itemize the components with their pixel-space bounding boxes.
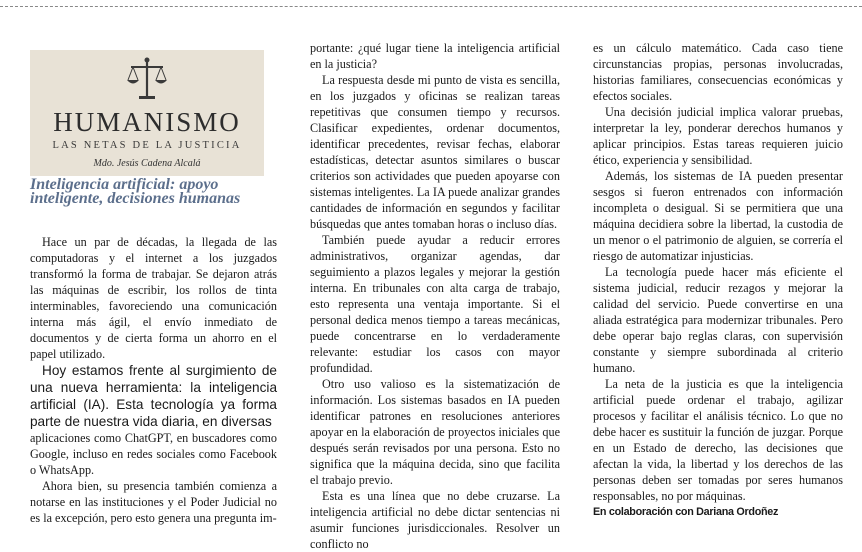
collaboration-credit: En colaboración con Dariana Ordoñez	[593, 506, 779, 518]
paragraph: portante: ¿qué lugar tiene la inteligencia artificial en la justicia?	[310, 41, 560, 71]
paragraph: La neta de la justicia es que la inteligencia artificial puede ordenar el trabajo, agilizar procesos y facilitar el análisis técnico. Lo que no debe hacer es sustituir la función de juzgar. Porque en un Estado de derecho, las decisiones que afectan la vida, la libertad y los derechos de las personas deben ser tomadas por seres humanos responsables, no por máquinas.	[593, 377, 843, 503]
paragraph: La tecnología puede hacer más eficiente el sistema judicial, reducir rezagos y mejorar la calidad del servicio. Puede convertirse en una aliada estratégica para modernizar tribunales. Pero debe operar bajo reglas claras, con supervisión constante y siempre subordinada al criterio humano.	[593, 265, 843, 375]
paragraph: Una decisión judicial implica valorar pruebas, interpretar la ley, ponderar derechos humanos y aplicar principios. Estas tareas requieren juicio ético, experiencia y sensibilidad.	[593, 105, 843, 167]
scales-of-justice-icon	[126, 56, 168, 102]
top-divider	[0, 6, 862, 7]
paragraph: Hace un par de décadas, la llegada de las computadoras y el internet a los juzgados transformó la forma de trabajar. Se dejaron atrás las máquinas de escribir, los rollos de tinta interminables, favoreciendo una comunicación interna más ágil, el envío inmediato de documentos y de cierta forma un ahorro en el papel utilizado.	[30, 235, 277, 361]
author-byline: Mdo. Jesús Cadena Alcalá	[93, 158, 201, 169]
paragraph: Otro uso valioso es la sistematización de información. Los sistemas basados en IA pueden identificar patrones en resoluciones anteriores apoyar en la elaboración de proyectos iniciales que después serán revisados por una persona. Esto no significa que la máquina decida, sino que facilita el trabajo previo.	[310, 377, 560, 487]
paragraph: es un cálculo matemático. Cada caso tiene circunstancias propias, personas involucradas, historias familiares, consecuencias económicas y efectos sociales.	[593, 41, 843, 103]
article-headline: Inteligencia artificial: apoyo inteligente, decisiones humanas	[30, 176, 241, 207]
paragraph: Esta es una línea que no debe cruzarse. La inteligencia artificial no debe dictar sentencias ni asumir funciones jurisdiccionales. Resolver un conflicto no	[310, 489, 560, 551]
paragraph: La respuesta desde mi punto de vista es sencilla, en los juzgados y oficinas se realizan tareas repetitivas que consumen tiempo y recursos. Clasificar expedientes, ordenar documentos, identificar precedentes, revisar fechas, elaborar estadísticas, detectar asuntos similares o buscar criterios son actividades que pueden apoyarse con sistemas inteligentes. La IA puede analizar grandes cantidades de información en segundos y facilitar búsquedas que antes tomaban horas o incluso días.	[310, 73, 560, 231]
column-brand: HUMANISMO	[53, 107, 241, 137]
paragraph: También puede ayudar a reducir errores administrativos, organizar agendas, dar seguimiento a plazos legales y mejorar la gestión interna. En tribunales con alta carga de trabajo, esto representa una ventaja importante. Si el personal dedica menos tiempo a tareas mecánicas, puede concentrarse en lo verdaderamente relevante: estudiar los casos con mayor profundidad.	[310, 233, 560, 375]
article-column-1	[30, 234, 277, 526]
lead-paragraph: Hoy estamos frente al surgimiento de una nueva herramienta: la inteligencia artificial (IA). Esta tecnología ya forma parte de nuestra vida diaria, en diversas	[30, 363, 277, 429]
column-banner	[30, 50, 264, 176]
column-subtitle: LAS NETAS DE LA JUSTICIA	[52, 140, 242, 151]
article-column-3	[593, 40, 843, 520]
article-column-2	[310, 40, 560, 552]
paragraph: aplicaciones como ChatGPT, en buscadores como Google, incluso en redes sociales como Facebook o WhatsApp.	[30, 431, 277, 477]
paragraph: Ahora bien, su presencia también comienza a notarse en las instituciones y el Poder Judicial no es la excepción, pero esto genera una pregunta im-	[30, 479, 277, 525]
paragraph: Además, los sistemas de IA pueden presentar sesgos si fueron entrenados con información incompleta o desigual. Si se permitiera que una máquina decidiera sobre la libertad, la custodia de un menor o el patrimonio de alguien, se correría el riesgo de automatizar injusticias.	[593, 169, 843, 263]
